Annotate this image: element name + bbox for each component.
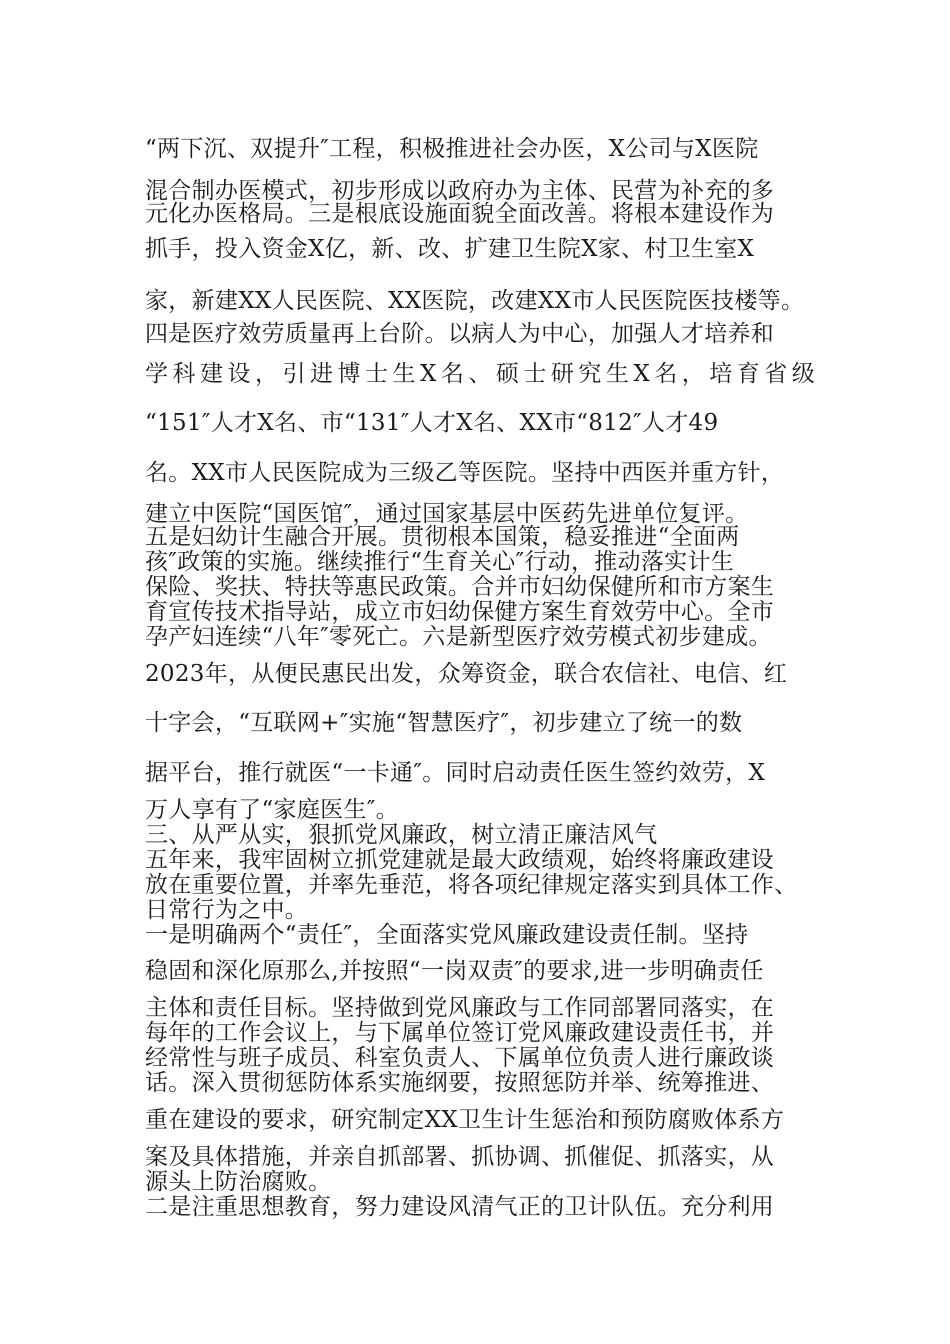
text-line: 元化办医格局。三是根底设施面貌全面改善。将根本建设作为 (145, 201, 775, 227)
text-line: “两下沉、双提升″工程，积极推进社会办医，X公司与X医院 (145, 136, 759, 162)
text-line: 2023年，从便民惠民出发，众筹资金，联合农信社、电信、红 (145, 661, 788, 687)
text-line: 学科建设，引进博士生X名、硕士研究生X名，培育省级 (145, 361, 820, 387)
text-line: 每年的工作会议上，与下属单位签订党风廉政建设责任书，并 (145, 1020, 775, 1046)
text-line: 混合制办医模式，初步形成以政府办为主体、民营为补充的多 (145, 178, 775, 204)
text-line: 一是明确两个“责任″，全面落实党风廉政建设责任制。坚持 (145, 922, 749, 948)
text-line: 五年来，我牢固树立抓党建就是最大政绩观，始终将廉政建设 (145, 847, 775, 873)
text-line: 放在重要位置，并率先垂范，将各项纪律规定落实到具体工作、 (145, 872, 798, 898)
text-line: 重在建设的要求，研究制定XX卫生计生惩治和预防腐败体系方 (145, 1107, 785, 1133)
text-line: 话。深入贯彻惩防体系实施纲要，按照惩防并举、统筹推进、 (145, 1070, 775, 1096)
text-line: 保险、奖扶、特扶等惠民政策。合并市妇幼保健所和市方案生 (145, 574, 775, 600)
text-line: 稳固和深化原那么,并按照“一岗双责″的要求,进一步明确责任 (145, 958, 764, 984)
text-line: 五是妇幼计生融合开展。贯彻根本国策，稳妥推进“全面两 (145, 524, 740, 550)
text-line: 二是注重思想教育，努力建设风清气正的卫计队伍。充分利用 (145, 1194, 775, 1220)
text-line: 育宣传技术指导站，成立市妇幼保健方案生育效劳中心。全市 (145, 599, 775, 625)
text-line: 案及具体措施，并亲自抓部署、抓协调、抓催促、抓落实，从 (145, 1144, 775, 1170)
text-line: 日常行为之中。 (145, 897, 309, 923)
text-line: 建立中医院“国医馆″，通过国家基层中医药先进单位复评。 (145, 501, 749, 527)
text-line: “151″人才X名、市“131″人才X名、XX市“812″人才49 (145, 410, 719, 436)
text-line: 孩″政策的实施。继续推行“生育关心″行动，推动落实计生 (145, 549, 735, 575)
section-heading: 三、从严从实，狠抓党风廉政，树立清正廉洁风气 (145, 822, 658, 848)
text-line: 主体和责任目标。坚持做到党风廉政与工作同部署同落实，在 (145, 995, 775, 1021)
text-line: 孕产妇连续“八年″零死亡。六是新型医疗效劳模式初步建成。 (145, 624, 772, 650)
text-line: 四是医疗效劳质量再上台阶。以病人为中心，加强人才培养和 (145, 321, 775, 347)
text-line: 万人享有了“家庭医生″。 (145, 797, 399, 823)
text-line: 名。XX市人民医院成为三级乙等医院。坚持中西医并重方针， (145, 460, 785, 486)
text-line: 源头上防治腐败。 (145, 1169, 332, 1195)
text-line: 家，新建XX人民医院、XX医院，改建XX市人民医院医技楼等。 (145, 288, 805, 314)
text-line: 十字会，“互联网+″实施“智慧医疗″，初步建立了统一的数 (145, 710, 743, 736)
text-line: 经常性与班子成员、科室负责人、下属单位负责人进行廉政谈 (145, 1045, 775, 1071)
text-line: 抓手，投入资金X亿，新、改、扩建卫生院X家、村卫生室X (145, 236, 755, 262)
text-line: 据平台，推行就医“一卡通″。同时启动责任医生签约效劳，X (145, 760, 766, 786)
